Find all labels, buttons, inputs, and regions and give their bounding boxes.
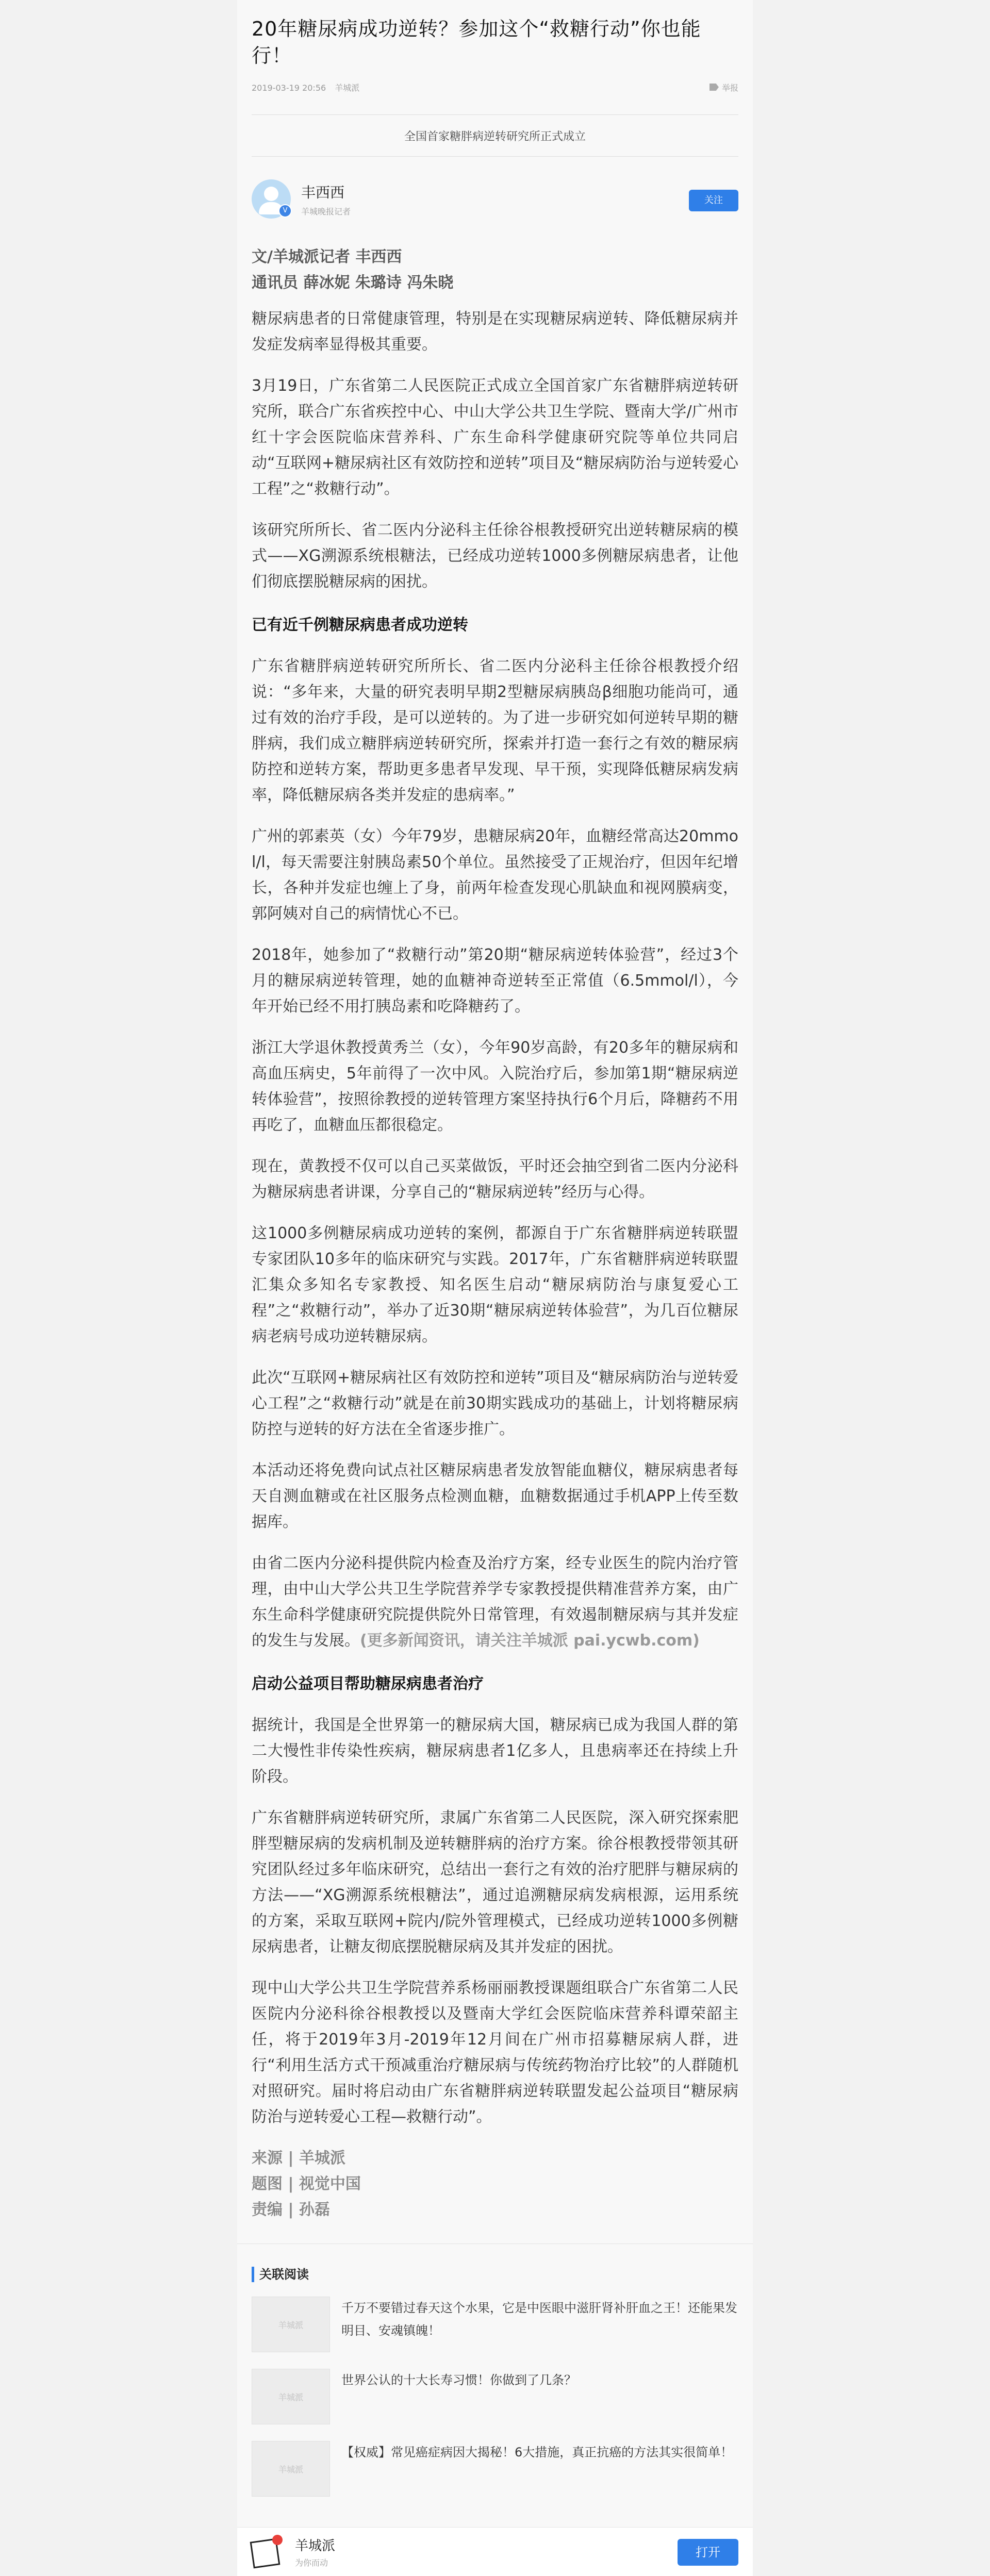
paragraph: 据统计，我国是全世界第一的糖尿病大国，糖尿病已成为我国人群的第二大慢性非传染性疾病，糖尿病患者1亿多人，且患病率还在持续上升阶段。 bbox=[252, 1716, 738, 1786]
open-app-button[interactable]: 打开 bbox=[678, 2539, 738, 2566]
related-thumbnail: 羊城派 bbox=[252, 2441, 330, 2497]
app-download-bar bbox=[237, 2527, 753, 2576]
article-source: 羊城派 bbox=[335, 82, 360, 93]
credit-source: 来源 | 羊城派 bbox=[252, 2149, 345, 2167]
brand-slogan: 为你而动 bbox=[295, 2558, 328, 2568]
paragraph: 广州的郭素英（女）今年79岁，患糖尿病20年，血糖经常高达20mmol/l，每天需要注射胰岛素50个单位。虽然接受了正规治疗，但因年纪增长，各种并发症也缠上了身，前两年检查发现心肌缺血和视网膜病变，郭阿姨对自己的病情忧心不已。 bbox=[252, 827, 738, 923]
avatar-head-shape bbox=[264, 187, 278, 201]
brand-info bbox=[295, 2535, 335, 2568]
tag-icon bbox=[710, 84, 719, 91]
related-title: 关联阅读 bbox=[252, 2267, 738, 2282]
related-item-title[interactable]: 世界公认的十大长寿习惯！你做到了几条？ bbox=[341, 2373, 576, 2387]
paragraph: 糖尿病患者的日常健康管理，特别是在实现糖尿病逆转、降低糖尿病并发症发病率显得极其重要。 bbox=[252, 310, 738, 354]
paragraph: 这1000多例糖尿病成功逆转的案例，都源自于广东省糖胖病逆转联盟专家团队10多年的临床研究与实践。2017年，广东省糖胖病逆转联盟汇集众多知名专家教授、知名医生启动“糖尿病防治与康复爱心工程”之“救糖行动”，举办了近30期“糖尿病逆转体验营”，为几百位糖尿病老病号成功逆转糖尿病。 bbox=[252, 1224, 738, 1345]
brand-name: 羊城派 bbox=[295, 2538, 336, 2554]
article-banner: 全国首家糖胖病逆转研究所正式成立 bbox=[252, 114, 738, 157]
paragraph: 浙江大学退休教授黄秀兰（女），今年90岁高龄，有20多年的糖尿病和高血压病史，5年前得了一次中风。入院治疗后，参加第1期“糖尿病逆转体验营”，按照徐教授的逆转管理方案坚持执行6个月后，降糖药不用再吃了，血糖血压都很稳定。 bbox=[252, 1039, 738, 1134]
credit-editor: 责编 | 孙磊 bbox=[252, 2201, 330, 2219]
author-card bbox=[252, 178, 738, 220]
report-button[interactable] bbox=[710, 81, 738, 93]
article-body bbox=[252, 306, 738, 2130]
follow-button[interactable]: 关注 bbox=[689, 190, 738, 211]
credit-image: 题图 | 视觉中国 bbox=[252, 2175, 361, 2193]
author-info bbox=[301, 181, 351, 217]
article-meta bbox=[252, 79, 738, 95]
paragraph: 此次“互联网+糖尿病社区有效防控和逆转”项目及“糖尿病防治与逆转爱心工程”之“救糖行动”就是在前30期实践成功的基础上，计划将糖尿病防控与逆转的好方法在全省逐步推广。 bbox=[252, 1369, 738, 1438]
author-name[interactable]: 丰西西 bbox=[301, 184, 345, 201]
related-thumbnail: 羊城派 bbox=[252, 2369, 330, 2424]
paragraph: 现在，黄教授不仅可以自己买菜做饭，平时还会抽空到省二医内分泌科为糖尿病患者讲课，分享自己的“糖尿病逆转”经历与心得。 bbox=[252, 1157, 738, 1201]
publish-date: 2019-03-19 20:56 bbox=[252, 82, 326, 93]
related-thumbnail: 羊城派 bbox=[252, 2297, 330, 2352]
article-page bbox=[237, 0, 753, 2576]
paragraph: 现中山大学公共卫生学院营养系杨丽丽教授课题组联合广东省第二人民医院内分泌科徐谷根教授以及暨南大学红会医院临床营养科谭荣韶主任，将于2019年3月-2019年12月间在广州市招募糖尿病人群，进行“利用生活方式干预减重治疗糖尿病与传统药物治疗比较”的人群随机对照研究。届时将启动由广东省糖胖病逆转联盟发起公益项目“糖尿病防治与逆转爱心工程—救糖行动”。 bbox=[252, 1979, 738, 2126]
paragraph: 广东省糖胖病逆转研究所，隶属广东省第二人民医院，深入研究探索肥胖型糖尿病的发病机制及逆转糖胖病的治疗方案。徐谷根教授带领其研究团队经过多年临床研究，总结出一套行之有效的治疗肥胖与糖尿病的方法——“XG溯源系统根糖法”，通过追溯糖尿病发病根源，运用系统的方案，采取互联网+院内/院外管理模式，已经成功逆转1000多例糖尿病患者，让糖友彻底摆脱糖尿病及其并发症的困扰。 bbox=[252, 1809, 738, 1956]
byline-correspondents: 通讯员 薛冰妮 朱璐诗 冯朱晓 bbox=[252, 274, 454, 292]
paragraph: 3月19日，广东省第二人民医院正式成立全国首家广东省糖胖病逆转研究所，联合广东省疾控中心、中山大学公共卫生学院、暨南大学/广州市红十字会医院临床营养科、广东生命科学健康研究院等单位共同启动“互联网+糖尿病社区有效防控和逆转”项目及“糖尿病防治与逆转爱心工程”之“救糖行动”。 bbox=[252, 377, 738, 498]
paragraph-text: 由省二医内分泌科提供院内检查及治疗方案，经专业医生的院内治疗管理，由中山大学公共卫生学院营养学专家教授提供精准营养方案，由广东生命科学健康研究院提供院外日常管理，有效遏制糖尿病与其并发症的发生与发展。 bbox=[252, 1554, 738, 1650]
paragraph: 本活动还将免费向试点社区糖尿病患者发放智能血糖仪，糖尿病患者每天自测血糖或在社区服务点检测血糖，血糖数据通过手机APP上传至数据库。 bbox=[252, 1461, 738, 1531]
byline bbox=[252, 244, 738, 296]
author-role: 羊城晚报记者 bbox=[301, 206, 351, 217]
more-news-link[interactable]: (更多新闻资讯，请关注羊城派 pai.ycwb.com) bbox=[360, 1632, 700, 1650]
related-item[interactable] bbox=[252, 2441, 738, 2499]
article-credits bbox=[252, 2146, 738, 2223]
section-heading: 已有近千例糖尿病患者成功逆转 bbox=[252, 616, 468, 634]
paragraph: 广东省糖胖病逆转研究所所长、省二医内分泌科主任徐谷根教授介绍说：“多年来，大量的研究表明早期2型糖尿病胰岛β细胞功能尚可，通过有效的治疗手段，是可以逆转的。为了进一步研究如何逆转早期的糖胖病，我们成立糖胖病逆转研究所，探索并打造一套行之有效的糖尿病防控和逆转方案，帮助更多患者早发现、早干预，实现降低糖尿病发病率，降低糖尿病各类并发症的患病率。” bbox=[252, 657, 738, 804]
verified-icon: V bbox=[278, 204, 292, 218]
logo-dot bbox=[272, 2535, 283, 2545]
related-item[interactable] bbox=[252, 2297, 738, 2354]
report-label: 举报 bbox=[721, 82, 738, 93]
related-item-title[interactable]: 【权威】常见癌症病因大揭秘！6大措施，真正抗癌的方法其实很简单！ bbox=[341, 2445, 733, 2459]
paragraph: 2018年，她参加了“救糖行动”第20期“糖尿病逆转体验营”，经过3个月的糖尿病逆转管理，她的血糖神奇逆转至正常值（6.5mmol/l），今年开始已经不用打胰岛素和吃降糖药了。 bbox=[252, 946, 738, 1016]
section-heading: 启动公益项目帮助糖尿病患者治疗 bbox=[252, 1675, 484, 1693]
brand-logo-icon bbox=[252, 2535, 286, 2569]
paragraph: 该研究所所长、省二医内分泌科主任徐谷根教授研究出逆转糖尿病的模式——XG溯源系统根糖法，已经成功逆转1000多例糖尿病患者，让他们彻底摆脱糖尿病的困扰。 bbox=[252, 521, 738, 591]
article-title: 20年糖尿病成功逆转？参加这个“救糖行动”你也能行！ bbox=[252, 18, 701, 67]
paragraph bbox=[252, 1551, 738, 1654]
related-reading bbox=[237, 2243, 753, 2499]
avatar[interactable] bbox=[252, 179, 291, 219]
byline-reporter: 文/羊城派记者 丰西西 bbox=[252, 248, 402, 266]
related-item[interactable] bbox=[252, 2369, 738, 2427]
related-item-title[interactable]: 千万不要错过春天这个水果，它是中医眼中滋肝肾补肝血之王！还能果发明目、安魂镇魄！ bbox=[341, 2301, 737, 2338]
